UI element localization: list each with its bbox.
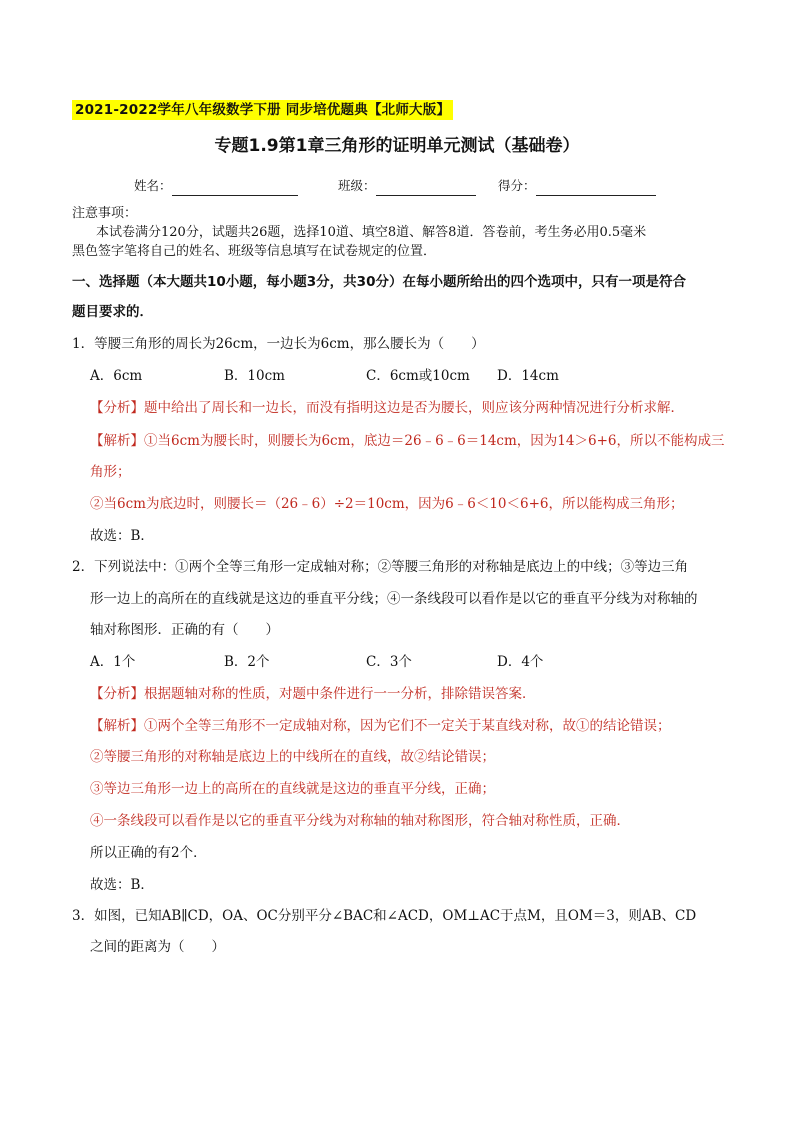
notice-line-2: 黑色签字笔将自己的姓名、班级等信息填写在试卷规定的位置． bbox=[72, 244, 437, 259]
q2-option-a[interactable]: A．1个 bbox=[90, 654, 136, 670]
student-info-row bbox=[0, 176, 794, 196]
q2-option-d[interactable]: D．4个 bbox=[497, 654, 544, 670]
q2-stem-line-3: 轴对称图形．正确的有（ ） bbox=[90, 622, 279, 638]
score-field[interactable] bbox=[498, 176, 656, 196]
q2-solution-line-2: ②等腰三角形的对称轴是底边上的中线所在的直线，故②结论错误； bbox=[90, 749, 495, 765]
section-heading-line-1: 一、选择题（本大题共10小题，每小题3分，共30分）在每小题所给出的四个选项中，只有一项是符合 bbox=[72, 274, 686, 290]
q3-stem-line-2: 之间的距离为（ ） bbox=[90, 939, 225, 955]
q1-analysis: 【分析】题中给出了周长和一边长，而没有指明这边是否为腰长，则应该分两种情况进行分析求解． bbox=[90, 400, 684, 416]
q1-option-a[interactable]: A．6cm bbox=[90, 368, 143, 384]
q1-answer: 故选：B． bbox=[90, 528, 154, 544]
q1-stem: 1．等腰三角形的周长为26cm，一边长为6cm，那么腰长为（ ） bbox=[72, 336, 485, 352]
q2-analysis: 【分析】根据题轴对称的性质，对题中条件进行一一分析，排除错误答案． bbox=[90, 686, 536, 702]
q3-stem-line-1: 3．如图，已知AB∥CD，OA、OC分别平分∠BAC和∠ACD，OM⊥AC于点M，且OM＝3，则AB、CD bbox=[72, 908, 697, 924]
q2-option-c[interactable]: C．3个 bbox=[366, 654, 412, 670]
score-blank-line bbox=[536, 181, 656, 196]
notice-line-1: 本试卷满分120分，试题共26题，选择10道、填空8道、解答8道．答卷前，考生务必用0.5毫米 bbox=[96, 225, 647, 240]
class-field[interactable] bbox=[338, 176, 476, 196]
q2-answer: 故选：B． bbox=[90, 877, 154, 893]
name-label: 姓名： bbox=[134, 178, 172, 193]
q2-solution-line-3: ③等边三角形一边上的高所在的直线就是这边的垂直平分线，正确； bbox=[90, 781, 495, 797]
class-blank-line bbox=[376, 181, 476, 196]
score-label: 得分： bbox=[498, 178, 536, 193]
q1-solution-line-3: ②当6cm为底边时，则腰长＝（26﹣6）÷2＝10cm，因为6﹣6＜10＜6+6，所以能构成三角形； bbox=[90, 496, 684, 512]
q2-solution-line-1: 【解析】①两个全等三角形不一定成轴对称，因为它们不一定关于某直线对称，故①的结论错误； bbox=[90, 718, 671, 734]
q1-option-d[interactable]: D．14cm bbox=[497, 368, 559, 384]
q2-conclusion: 所以正确的有2个． bbox=[90, 845, 207, 861]
class-label: 班级： bbox=[338, 178, 376, 193]
notice-heading: 注意事项： bbox=[72, 206, 138, 221]
page-title: 专题1.9第1章三角形的证明单元测试（基础卷） bbox=[214, 136, 580, 156]
name-blank-line bbox=[172, 181, 298, 196]
q2-option-b[interactable]: B．2个 bbox=[224, 654, 270, 670]
q2-solution-line-4: ④一条线段可以看作是以它的垂直平分线为对称轴的轴对称图形，符合轴对称性质，正确． bbox=[90, 813, 630, 829]
name-field[interactable] bbox=[134, 176, 298, 196]
q1-option-b[interactable]: B．10cm bbox=[224, 368, 285, 384]
q1-solution-line-1: 【解析】①当6cm为腰长时，则腰长为6cm，底边＝26﹣6﹣6＝14cm，因为14＞6+6，所以不能构成三 bbox=[90, 433, 725, 449]
q1-option-c[interactable]: C．6cm或10cm bbox=[366, 368, 470, 384]
q2-stem-line-1: 2．下列说法中：①两个全等三角形一定成轴对称；②等腰三角形的对称轴是底边上的中线；③等边三角 bbox=[72, 559, 689, 575]
q2-stem-line-2: 形一边上的高所在的直线就是这边的垂直平分线；④一条线段可以看作是以它的垂直平分线为对称轴的 bbox=[90, 591, 698, 607]
section-heading-line-2: 题目要求的． bbox=[72, 304, 153, 320]
q1-solution-line-2: 角形； bbox=[90, 464, 131, 480]
series-banner: 2021-2022学年八年级数学下册 同步培优题典【北师大版】 bbox=[72, 100, 453, 120]
